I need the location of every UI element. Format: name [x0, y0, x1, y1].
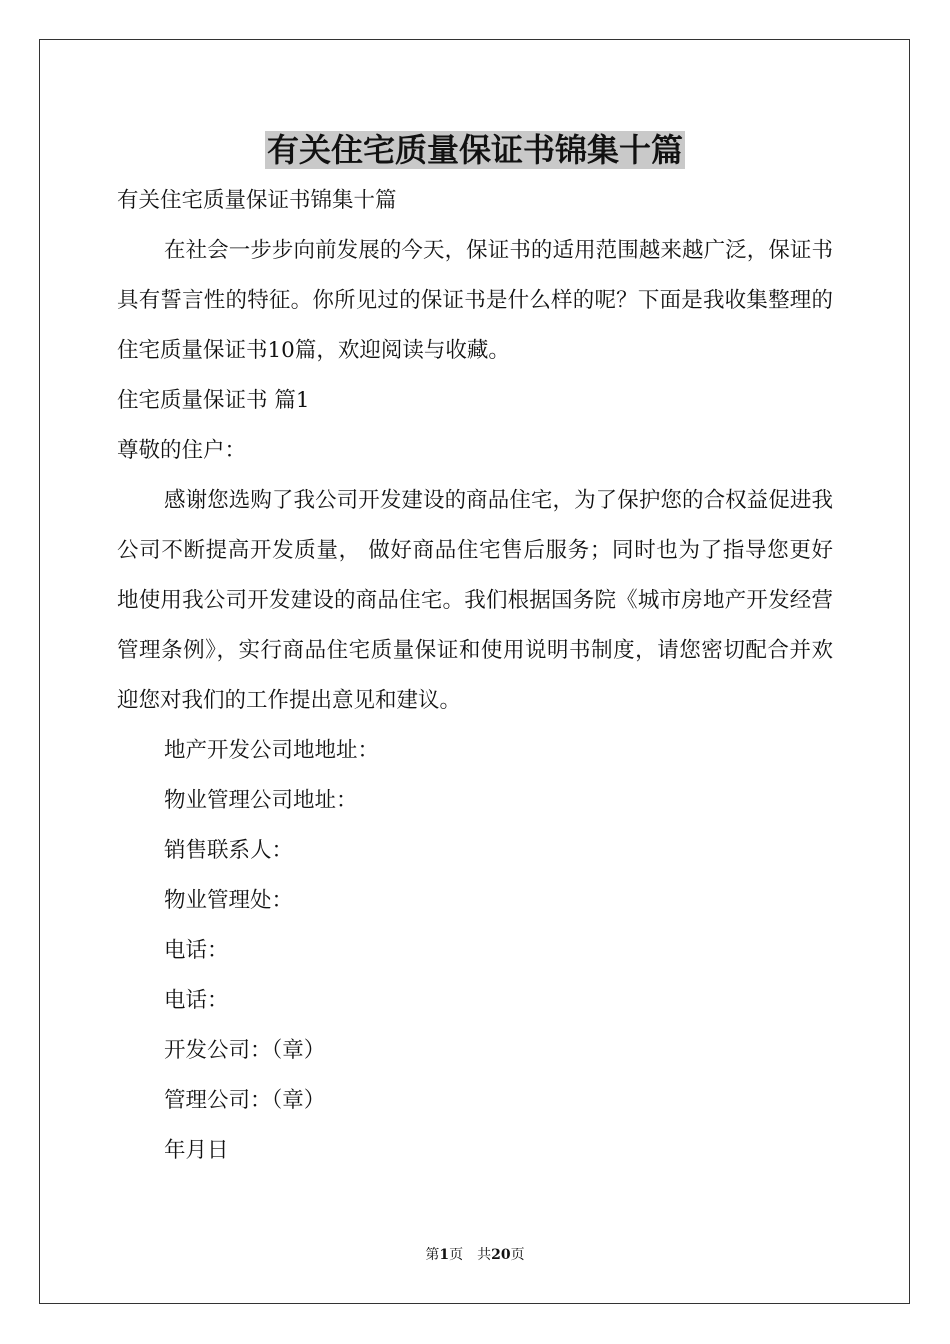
footer-suffix: 页	[510, 1247, 525, 1263]
footer-prefix: 第	[425, 1247, 440, 1263]
footer-page-number: 1	[439, 1247, 450, 1263]
page-footer	[0, 1245, 950, 1265]
document-title	[0, 128, 950, 172]
field-phone-2: 电话：	[164, 988, 229, 1013]
document-subtitle: 有关住宅质量保证书锦集十篇	[117, 188, 397, 213]
field-management-seal: 管理公司：（章）	[164, 1088, 326, 1113]
field-developer-seal: 开发公司：（章）	[164, 1038, 326, 1063]
document-body	[117, 176, 833, 1176]
body-paragraph: 感谢您选购了我公司开发建设的商品住宅，为了保护您的合权益促进我公司不断提高开发质量， 做好商品住宅售后服务；同时也为了指导您更好地使用我公司开发建设的商品住宅。我们根据国务院《城市房地产开发经营管理条例》，实行商品住宅质量保证和使用说明书制度，请您密切配合并欢迎您对我们的工作提出意见和建议。	[117, 488, 833, 713]
field-sales-contact: 销售联系人：	[164, 838, 294, 863]
field-property-office: 物业管理处：	[164, 888, 294, 913]
document-title-text: 有关住宅质量保证书锦集十篇	[266, 131, 683, 169]
field-date: 年月日	[164, 1138, 229, 1163]
field-phone-1: 电话：	[164, 938, 229, 963]
salutation: 尊敬的住户：	[117, 438, 247, 463]
footer-mid: 页 共	[449, 1247, 492, 1263]
intro-paragraph: 在社会一步步向前发展的今天，保证书的适用范围越来越广泛，保证书具有誓言性的特征。你所见过的保证书是什么样的呢？下面是我收集整理的住宅质量保证书10篇，欢迎阅读与收藏。	[117, 238, 833, 363]
section-heading: 住宅质量保证书 篇1	[117, 388, 310, 413]
field-developer-address: 地产开发公司地地址：	[164, 738, 380, 763]
footer-total-pages: 20	[491, 1247, 511, 1263]
field-property-address: 物业管理公司地址：	[164, 788, 358, 813]
